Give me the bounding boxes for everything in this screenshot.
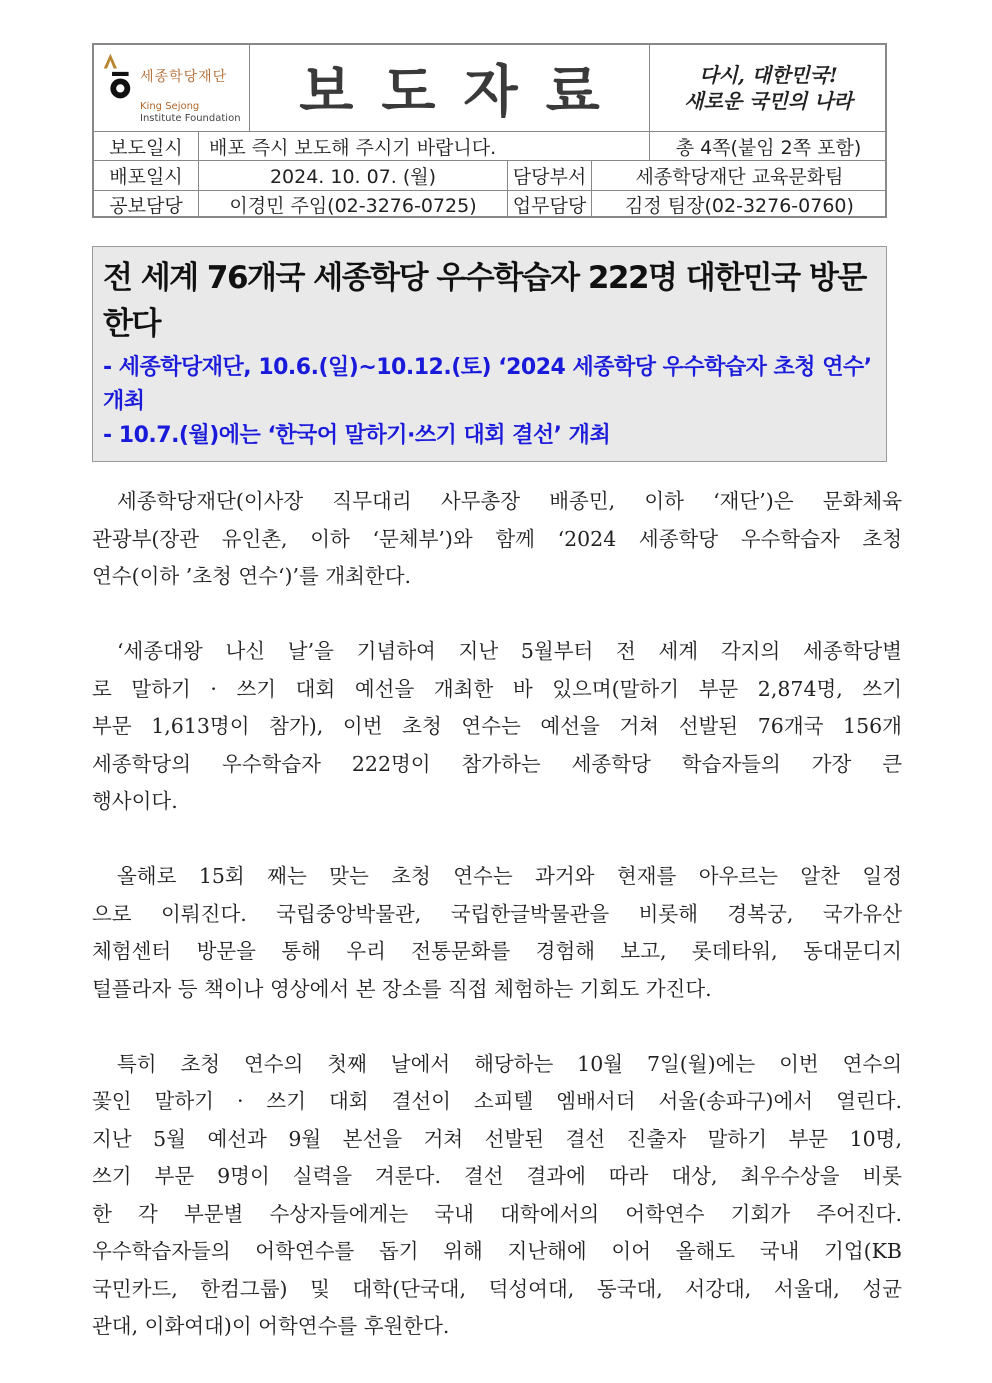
headline-subtitle: - 세종학당재단, 10.6.(일)~10.12.(토) ‘2024 세종학당 우수학습자 초청 연수’ 개최 bbox=[103, 355, 872, 414]
document-title: 보도자료 bbox=[250, 45, 650, 132]
logo-top-row bbox=[100, 51, 227, 101]
page-count: 총 4쪽(붙임 2쪽 포함) bbox=[650, 132, 887, 161]
department-value: 세종학당재단 교육문화팀 bbox=[592, 161, 887, 191]
body-paragraph bbox=[92, 483, 902, 596]
release-time-value: 배포 즉시 보도해 주시기 바랍니다. bbox=[199, 132, 650, 161]
paragraph-line: 지난 5월 예선과 9월 본선을 거쳐 선발된 결선 진출자 말하기 부문 10명, bbox=[92, 1126, 902, 1151]
paragraph-line: 한 각 부문별 수상자들에게는 국내 대학에서의 어학연수 기회가 주어진다. bbox=[92, 1201, 902, 1226]
distribution-date-value: 2024. 10. 07. (월) bbox=[199, 161, 508, 191]
paragraph-line: 관광부(장관 유인촌, 이하 ‘문체부’)와 함께 ‘2024 세종학당 우수학습자 초청 bbox=[92, 526, 902, 551]
content-flow bbox=[92, 246, 902, 1383]
body-paragraph bbox=[92, 633, 902, 821]
logo-korean-text: 세종학당재단 bbox=[140, 69, 228, 85]
slogan-line: 다시, 대한민국! bbox=[699, 63, 838, 87]
logo-english-text: King Sejong bbox=[140, 101, 200, 112]
paragraph-line: 올해로 15회 째는 맞는 초청 연수는 과거와 현재를 아우르는 알찬 일정 bbox=[117, 864, 902, 888]
government-slogan bbox=[650, 45, 887, 132]
slogan-line: 새로운 국민의 나라 bbox=[684, 89, 853, 113]
paragraph-line: 세종학당재단(이사장 직무대리 사무총장 배종민, 이하 ‘재단’)은 문화체육 bbox=[117, 489, 902, 513]
foundation-logo bbox=[94, 45, 250, 132]
paragraph-line: 특히 초청 연수의 첫째 날에서 해당하는 10월 7일(월)에는 이번 연수의 bbox=[117, 1051, 902, 1076]
logo-english-text-2: Institute Foundation bbox=[140, 113, 241, 124]
press-release-header-table bbox=[92, 43, 887, 218]
distribution-date-label: 배포일시 bbox=[94, 161, 199, 191]
body-paragraph bbox=[92, 858, 902, 1008]
pr-contact-label: 공보담당 bbox=[94, 191, 199, 218]
paragraph-line: 꽃인 말하기 · 쓰기 대회 결선이 소피텔 엠배서더 서울(송파구)에서 열린다. bbox=[92, 1089, 902, 1113]
paragraph-line: 관대, 이화여대)이 어학연수를 후원한다. bbox=[92, 1314, 450, 1338]
logo-emblem-icon bbox=[100, 52, 134, 100]
headline-subtitle: - 10.7.(월)에는 ‘한국어 말하기·쓰기 대회 결선’ 개최 bbox=[103, 423, 611, 448]
department-label: 담당부서 bbox=[508, 161, 592, 191]
headline-title: 전 세계 76개국 세종학당 우수학습자 222명 대한민국 방문한다 bbox=[103, 260, 866, 342]
paragraph-line: 으로 이뤄진다. 국립중앙박물관, 국립한글박물관을 비롯해 경복궁, 국가유산 bbox=[92, 901, 902, 926]
paragraph-line: 세종학당의 우수학습자 222명이 참가하는 세종학당 학습자들의 가장 큰 bbox=[92, 751, 902, 776]
headline-box bbox=[92, 246, 887, 462]
paragraph-line: ‘세종대왕 나신 날’을 기념하여 지난 5월부터 전 세계 각지의 세종학당별 bbox=[117, 639, 902, 663]
pr-contact-value: 이경민 주임(02-3276-0725) bbox=[199, 191, 508, 218]
release-time-label: 보도일시 bbox=[94, 132, 199, 161]
paragraph-line: 부문 1,613명이 참가), 이번 초청 연수는 예선을 거쳐 선발된 76개국 156개 bbox=[92, 714, 902, 738]
body-paragraph bbox=[92, 1046, 902, 1346]
paragraph-line: 털플라자 등 책이나 영상에서 본 장소를 직접 체험하는 기회도 가진다. bbox=[92, 976, 712, 1001]
paragraph-line: 연수(이하 ’초청 연수‘)’를 개최한다. bbox=[92, 564, 412, 588]
paragraph-line: 우수학습자들의 어학연수를 돕기 위해 지난해에 이어 올해도 국내 기업(KB bbox=[92, 1239, 902, 1263]
work-contact-label: 업무담당 bbox=[508, 191, 592, 218]
article-body bbox=[92, 483, 902, 1346]
paragraph-line: 쓰기 부문 9명이 실력을 겨룬다. 결선 결과에 따라 대상, 최우수상을 비롯 bbox=[92, 1164, 902, 1188]
paragraph-line: 체험센터 방문을 통해 우리 전통문화를 경험해 보고, 롯데타워, 동대문디지 bbox=[92, 939, 902, 963]
work-contact-value: 김정 팀장(02-3276-0760) bbox=[625, 195, 854, 217]
paragraph-line: 로 말하기 · 쓰기 대회 예선을 개최한 바 있으며(말하기 부문 2,874명, 쓰기 bbox=[92, 676, 902, 701]
paragraph-line: 국민카드, 한컴그룹) 및 대학(단국대, 덕성여대, 동국대, 서강대, 서울대, 성균 bbox=[92, 1276, 902, 1301]
paragraph-line: 행사이다. bbox=[92, 789, 178, 813]
